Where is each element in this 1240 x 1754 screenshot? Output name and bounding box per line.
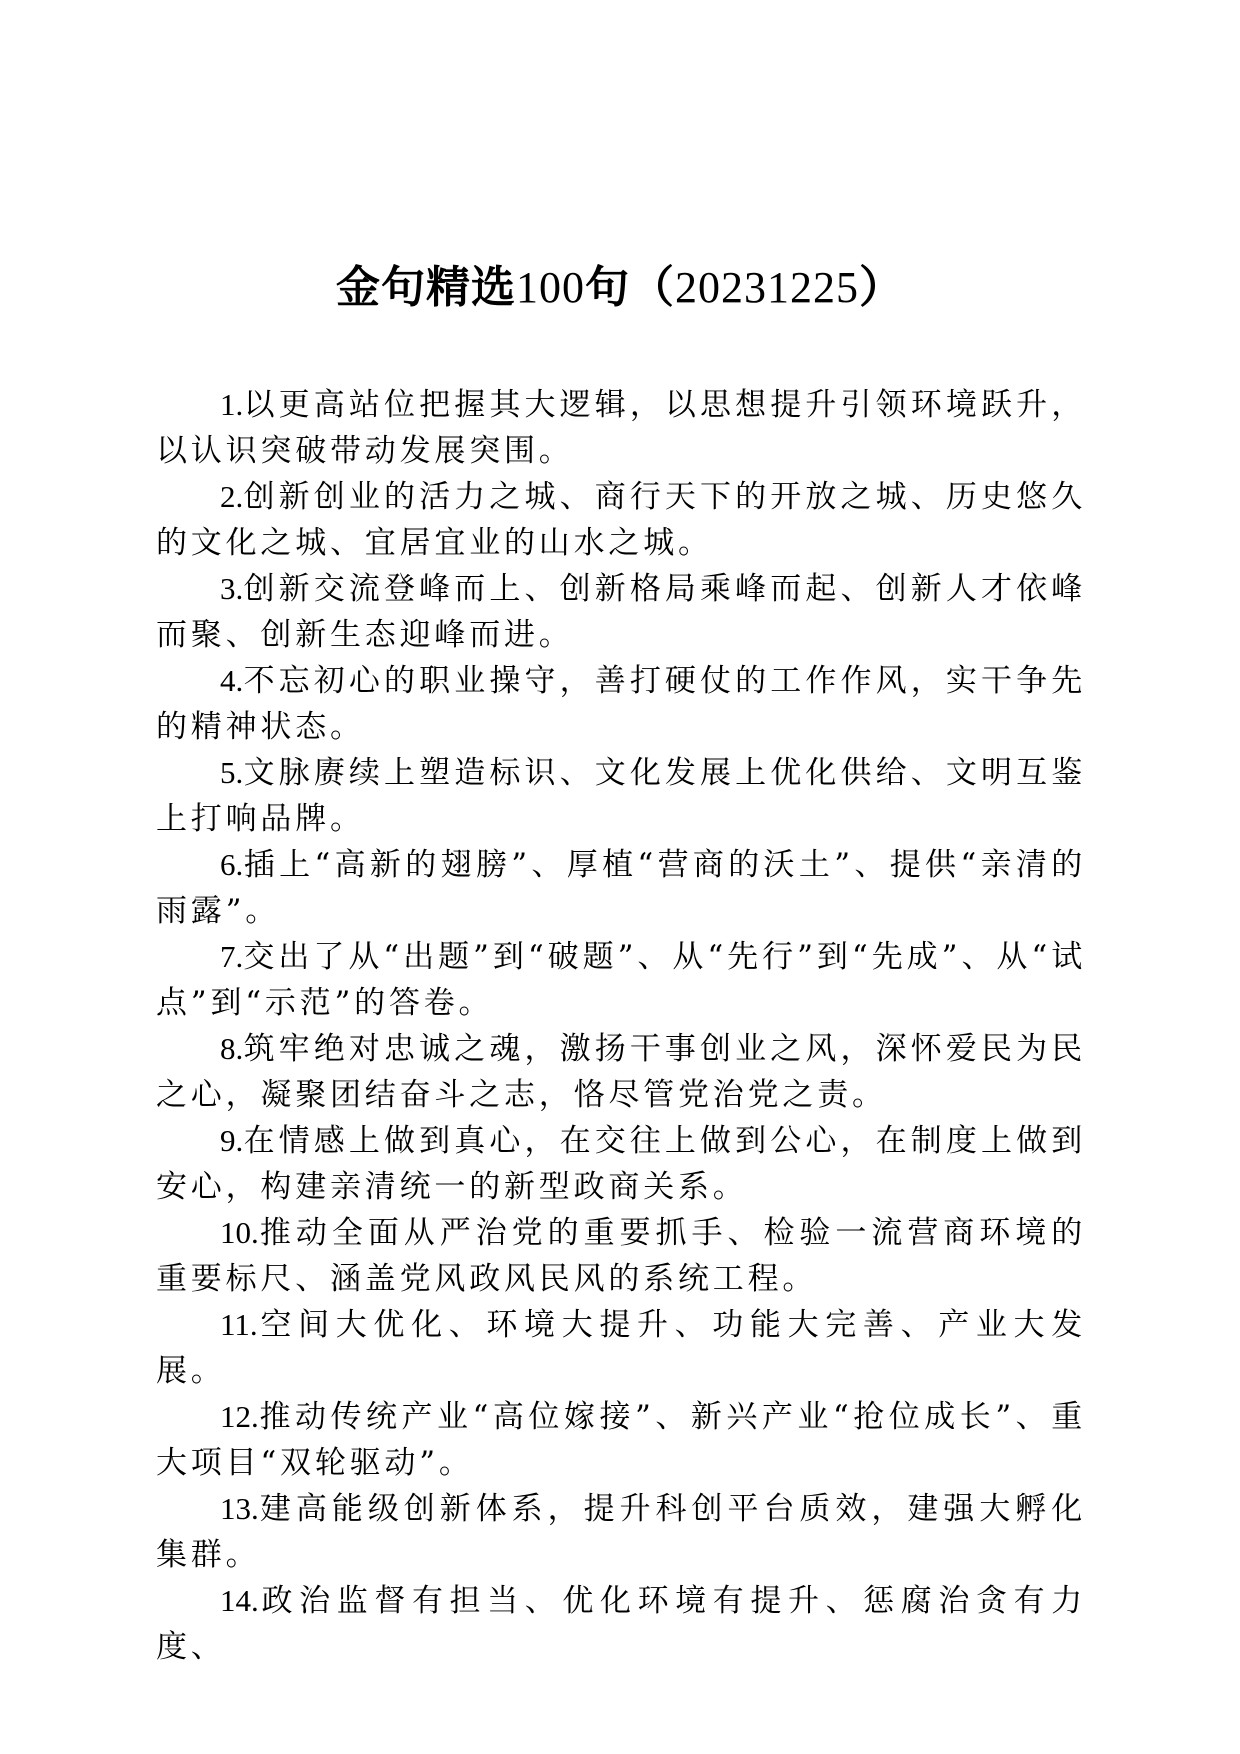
item-text: 不忘初心的职业操守，善打硬仗的工作作风，实干争先的精神状态。 <box>156 663 1086 745</box>
document-title <box>0 258 1240 318</box>
title-prefix: 金句精选 <box>336 262 516 313</box>
item-number: 7. <box>220 939 244 974</box>
list-item <box>156 474 1086 566</box>
list-item <box>156 934 1086 1026</box>
title-suffix: 句（ <box>585 262 675 313</box>
list-item <box>156 750 1086 842</box>
item-number: 8. <box>220 1031 244 1066</box>
item-text: 空间大优化、环境大提升、功能大完善、产业大发展。 <box>156 1307 1086 1389</box>
item-text: 创新交流登峰而上、创新格局乘峰而起、创新人才依峰而聚、创新生态迎峰而进。 <box>156 571 1086 653</box>
item-text: 交出了从“出题”到“破题”、从“先行”到“先成”、从“试点”到“示范”的答卷。 <box>156 939 1086 1021</box>
item-text: 在情感上做到真心，在交往上做到公心，在制度上做到安心，构建亲清统一的新型政商关系。 <box>156 1123 1086 1205</box>
list-item <box>156 1210 1086 1302</box>
list-item <box>156 1118 1086 1210</box>
item-number: 14. <box>220 1583 259 1618</box>
item-text: 政治监督有担当、优化环境有提升、惩腐治贪有力度、 <box>156 1583 1086 1665</box>
item-text: 建高能级创新体系，提升科创平台质效，建强大孵化集群。 <box>156 1491 1086 1573</box>
list-item <box>156 382 1086 474</box>
item-number: 12. <box>220 1399 259 1434</box>
title-number: 100 <box>516 263 585 312</box>
list-item <box>156 1578 1086 1670</box>
item-number: 4. <box>220 663 244 698</box>
item-text: 文脉赓续上塑造标识、文化发展上优化供给、文明互鉴上打响品牌。 <box>156 755 1086 837</box>
list-item <box>156 1026 1086 1118</box>
item-number: 3. <box>220 571 244 606</box>
title-close: ） <box>859 262 904 313</box>
document-body <box>156 382 1086 1670</box>
item-number: 13. <box>220 1491 259 1526</box>
item-text: 推动全面从严治党的重要抓手、检验一流营商环境的重要标尺、涵盖党风政风民风的系统工程。 <box>156 1215 1086 1297</box>
item-number: 11. <box>220 1307 258 1342</box>
list-item <box>156 842 1086 934</box>
item-text: 以更高站位把握其大逻辑，以思想提升引领环境跃升，以认识突破带动发展突围。 <box>156 387 1086 469</box>
list-item <box>156 566 1086 658</box>
item-number: 6. <box>220 847 244 882</box>
title-date: 20231225 <box>675 263 859 312</box>
item-text: 筑牢绝对忠诚之魂，激扬干事创业之风，深怀爱民为民之心，凝聚团结奋斗之志，恪尽管党治党之责。 <box>156 1031 1086 1113</box>
list-item <box>156 1486 1086 1578</box>
item-text: 创新创业的活力之城、商行天下的开放之城、历史悠久的文化之城、宜居宜业的山水之城。 <box>156 479 1086 561</box>
item-number: 10. <box>220 1215 259 1250</box>
list-item <box>156 658 1086 750</box>
item-number: 1. <box>220 387 244 422</box>
list-item <box>156 1394 1086 1486</box>
list-item <box>156 1302 1086 1394</box>
item-number: 9. <box>220 1123 244 1158</box>
item-number: 2. <box>220 479 244 514</box>
item-number: 5. <box>220 755 244 790</box>
item-text: 插上“高新的翅膀”、厚植“营商的沃土”、提供“亲清的雨露”。 <box>156 847 1086 929</box>
item-text: 推动传统产业“高位嫁接”、新兴产业“抢位成长”、重大项目“双轮驱动”。 <box>156 1399 1086 1481</box>
